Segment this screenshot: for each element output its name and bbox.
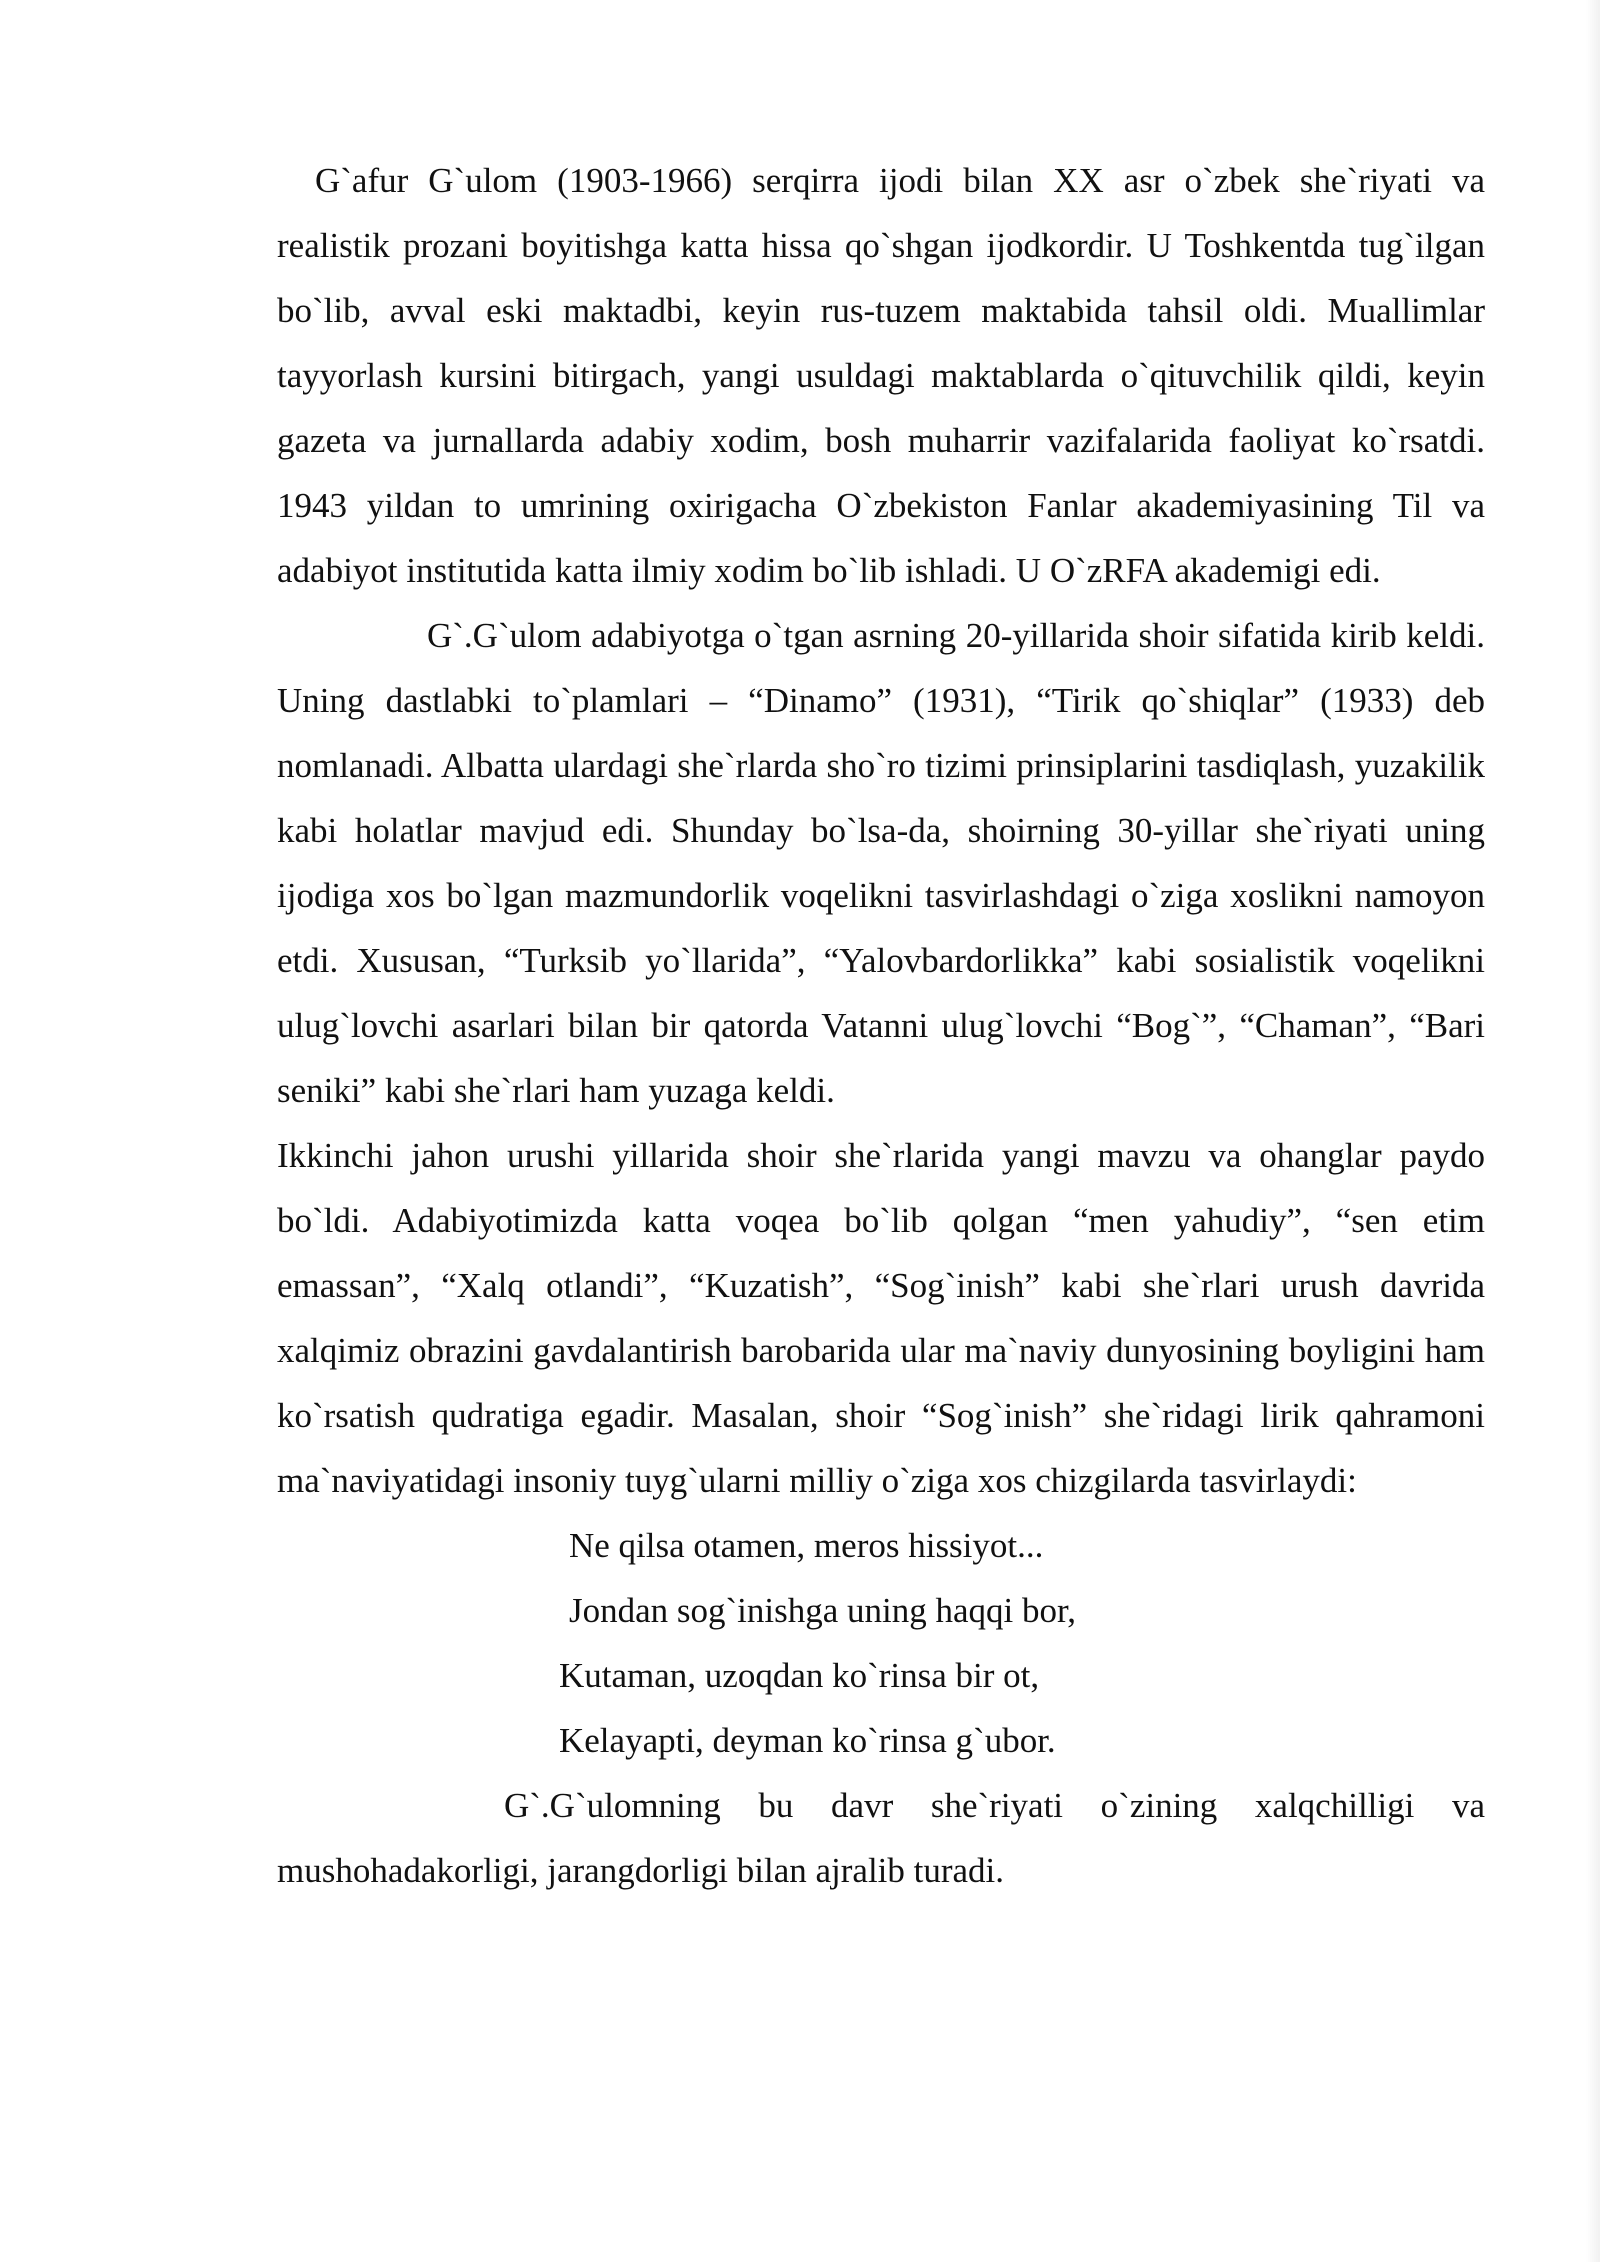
paragraph-biography: G`afur G`ulom (1903-1966) serqirra ijodi bilan XX asr o`zbek she`riyati va realistik prozani boyitishga katta hissa qo`shgan ijodkordir. U Toshkentda tug`ilgan bo`lib, avval eski maktadbi, keyin rus-tuzem maktabida tahsil oldi. Muallimlar tayyorlash kursini bitirgach, yangi usuldagi maktablarda o`qituvchilik qildi, keyin gazeta va jurnallarda adabiy xodim, bosh muharrir vazifalarida faoliyat ko`rsatdi. 1943 yildan to umrining oxirigacha O`zbekiston Fanlar akademiyasining Til va adabiyot institutida katta ilmiy xodim bo`lib ishladi. U O`zRFA akademigi edi. [277,161,1485,590]
document-body [277,148,1485,1903]
poem-line: Kelayapti, deyman ko`rinsa g`ubor. [559,1721,1056,1760]
poem-line: Kutaman, uzoqdan ko`rinsa bir ot, [559,1656,1040,1695]
paragraph-early-poetry: G`.G`ulom adabiyotga o`tgan asrning 20-yillarida shoir sifatida kirib keldi. Uning dastlabki to`plamlari – “Dinamo” (1931), “Tirik qo`shiqlar” (1933) deb nomlanadi. Albatta ulardagi she`rlarda sho`ro tizimi prinsiplarini tasdiqlash, yuzakilik kabi holatlar mavjud edi. Shunday bo`lsa-da, shoirning 30-yillar she`riyati uning ijodiga xos bo`lgan mazmundorlik voqelikni tasvirlashdagi o`ziga xoslikni namoyon etdi. Xususan, “Turksib yo`llarida”, “Yalovbardorlikka” kabi sosialistik voqelikni ulug`lovchi asarlari bilan bir qatorda Vatanni ulug`lovchi “Bog`”, “Chaman”, “Bari seniki” kabi she`rlari ham yuzaga keldi. [277,616,1485,1110]
paragraph-war-poetry: Ikkinchi jahon urushi yillarida shoir she`rlarida yangi mavzu va ohanglar paydo bo`ldi. Adabiyotimizda katta voqea bo`lib qolgan “men yahudiy”, “sen etim emassan”, “Xalq otlandi”, “Kuzatish”, “Sog`inish” kabi she`rlari urush davrida xalqimiz obrazini gavdalantirish barobarida ular ma`naviy dunyosining boyligini ham ko`rsatish qudratiga egadir. Masalan, shoir “Sog`inish” she`ridagi lirik qahramoni ma`naviyatidagi insoniy tuyg`ularni milliy o`ziga xos chizgilarda tasvirlaydi: [277,1136,1485,1500]
paragraph-closing: G`.G`ulomning bu davr she`riyati o`zining xalqchilligi va mushohadakorligi, jarangdorligi bilan ajralib turadi. [277,1786,1485,1890]
poem-line: Ne qilsa otamen, meros hissiyot... [569,1526,1044,1565]
poem-quote [277,1513,1485,1773]
poem-line: Jondan sog`inishga uning haqqi bor, [569,1591,1077,1630]
page-edge-shadow [1586,0,1600,2262]
